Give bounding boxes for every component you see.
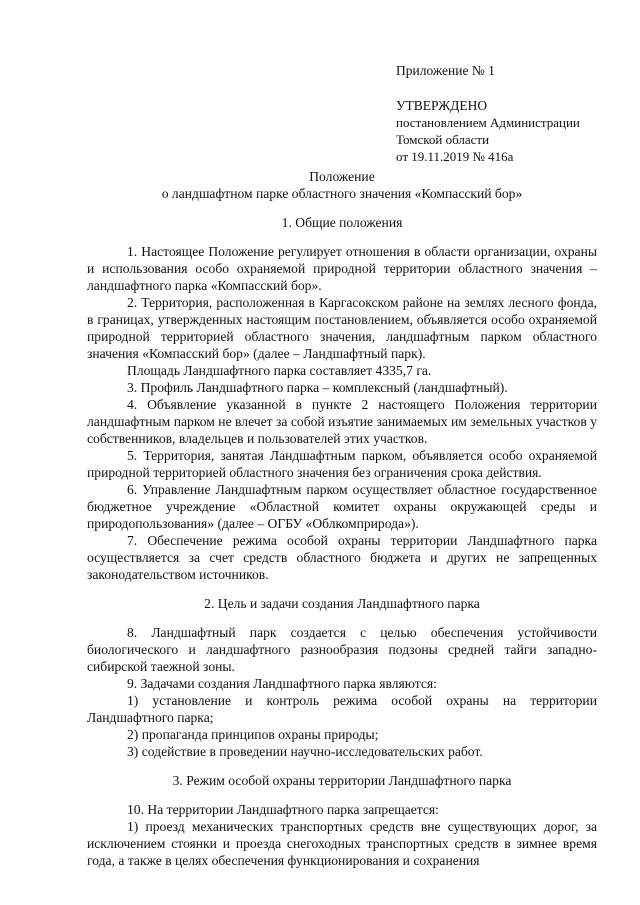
paragraph: 6. Управление Ландшафтным парком осуществляет областное государственное бюджетное учреждение «Областной комитет охраны окружающей среды и природопользования» (далее – ОГБУ «Облкомприрода»). [87,482,597,531]
section-heading-2: 2. Цель и задачи создания Ландшафтного парка [204,596,480,611]
title-line-2: о ландшафтном парке областного значения «Компасский бор» [161,186,523,201]
paragraph: 8. Ландшафтный парк создается с целью обеспечения устойчивости биологического и ландшафтного разнообразия подзоны средней тайги западно-сибирской таежной зоны. [87,625,597,674]
document-title [87,168,597,202]
document-body [87,168,597,869]
paragraph: 5. Территория, занятая Ландшафтным парком, объявляется особо охраняемой природной территорией областного значения без ограничения срока действия. [87,448,597,480]
resolution-line-2: Томской области [396,132,490,147]
approval-block [396,62,626,165]
resolution-line-1: постановлением Администрации [396,115,580,130]
paragraph: Площадь Ландшафтного парка составляет 4335,7 га. [127,363,432,378]
paragraph: 2) пропаганда принципов охраны природы; [127,727,379,742]
approved-label: УТВЕРЖДЕНО [396,98,488,113]
paragraph: 7. Обеспечение режима особой охраны территории Ландшафтного парка осуществляется за счет средств областного бюджета и других не запрещенных законодательством источников. [87,533,597,582]
paragraph: 3. Профиль Ландшафтного парка – комплексный (ландшафтный). [127,380,508,395]
title-line-1: Положение [309,169,375,184]
paragraph: 1. Настоящее Положение регулирует отношения в области организации, охраны и использования особо охраняемой природной территории областного значения – ландшафтного парка «Компасский бор». [87,244,597,293]
appendix-label: Приложение № 1 [396,63,495,78]
paragraph: 3) содействие в проведении научно-исследовательских работ. [127,744,483,759]
paragraph: 2. Территория, расположенная в Каргасокском районе на землях лесного фонда, в границах, утвержденных настоящим постановлением, объявляется особо охраняемой природной территорией областного значения, ландшафтным парком областного значения «Компасский бор» (далее – Ландшафтный парк). [87,295,597,361]
paragraph: 10. На территории Ландшафтного парка запрещается: [127,802,439,817]
paragraph: 1) проезд механических транспортных средств вне существующих дорог, за исключением стоянки и проезда снегоходных транспортных средств в зимнее время года, а также в целях обеспечения функционирования и сохранения [87,819,597,868]
paragraph: 4. Объявление указанной в пункте 2 настоящего Положения территории ландшафтным парком не влечет за собой изъятие занимаемых им земельных участков у собственников, владельцев и пользователей этих участков. [87,397,597,446]
paragraph: 9. Задачами создания Ландшафтного парка являются: [127,676,437,691]
section-heading-1: 1. Общие положения [281,215,403,230]
resolution-date: от 19.11.2019 № 416а [396,149,514,164]
section-heading-3: 3. Режим особой охраны территории Ландшафтного парка [172,773,512,788]
paragraph: 1) установление и контроль режима особой охраны на территории Ландшафтного парка; [87,693,597,725]
